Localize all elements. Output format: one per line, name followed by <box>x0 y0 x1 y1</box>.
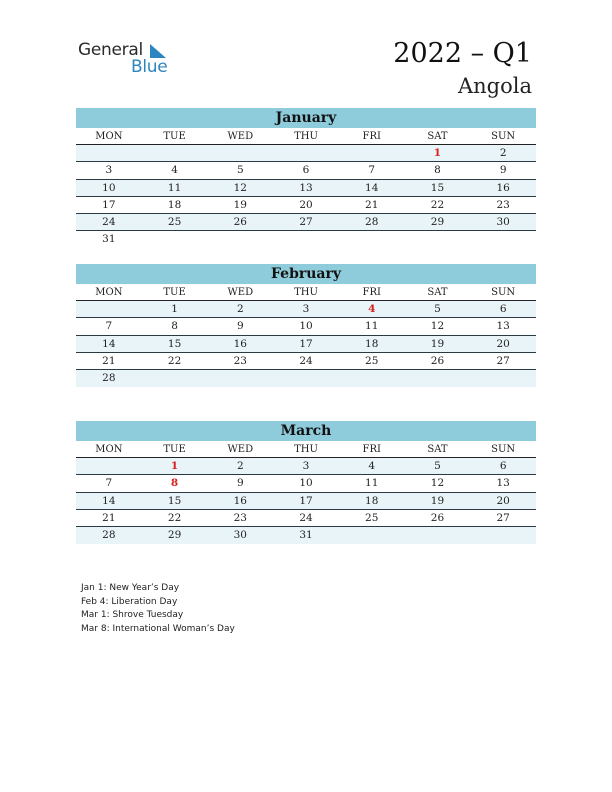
day-cell: 9 <box>236 477 244 490</box>
week-row <box>76 231 536 248</box>
day-cell <box>339 145 405 161</box>
day-cell <box>339 231 405 248</box>
weekday-label: WED <box>227 287 254 298</box>
day-cell: 3 <box>302 303 310 315</box>
day-cell: 27 <box>496 354 510 367</box>
month-title: March <box>76 421 536 441</box>
weekday-label: FRI <box>362 444 381 455</box>
month-title: February <box>76 264 536 284</box>
weekday-label: SAT <box>427 131 448 142</box>
week-row <box>76 318 536 335</box>
weekday-label: MON <box>95 444 123 455</box>
day-cell: 30 <box>496 216 510 229</box>
day-cell: 20 <box>496 494 510 507</box>
country-name: Angola <box>457 74 532 98</box>
day-cell: 26 <box>233 216 247 229</box>
day-cell: 12 <box>430 477 445 490</box>
day-cell: 8 <box>170 477 179 490</box>
weekday-label: WED <box>227 131 254 142</box>
week-row <box>76 162 536 179</box>
day-cell <box>207 145 273 161</box>
weekday-header-row <box>76 441 536 458</box>
day-cell: 15 <box>167 337 182 350</box>
day-cell: 1 <box>171 303 178 315</box>
day-cell: 11 <box>365 320 379 333</box>
day-cell: 6 <box>499 303 507 315</box>
day-cell: 22 <box>430 198 445 211</box>
day-cell: 6 <box>499 460 507 472</box>
day-cell: 13 <box>299 181 313 194</box>
day-cell <box>273 145 339 161</box>
weekday-label: MON <box>95 131 123 142</box>
day-cell: 1 <box>170 460 179 472</box>
day-cell: 29 <box>430 216 445 229</box>
day-cell: 17 <box>299 494 313 507</box>
day-cell: 15 <box>167 494 182 507</box>
week-row <box>76 493 536 510</box>
week-row <box>76 458 536 475</box>
day-cell: 18 <box>365 494 379 507</box>
day-cell <box>76 458 142 474</box>
logo-general-text: General <box>78 40 143 60</box>
day-cell: 18 <box>167 198 182 211</box>
day-cell: 3 <box>105 164 113 177</box>
day-cell: 2 <box>499 147 507 159</box>
day-cell: 24 <box>299 354 313 367</box>
day-cell: 12 <box>430 320 445 333</box>
day-cell <box>405 527 471 544</box>
weekday-label: SAT <box>427 444 448 455</box>
holiday-note: Mar 8: International Woman’s Day <box>81 623 235 634</box>
day-cell: 21 <box>102 354 116 367</box>
day-cell: 16 <box>233 494 247 507</box>
weekday-label: SUN <box>491 287 516 298</box>
day-cell: 31 <box>102 233 116 246</box>
holiday-note: Jan 1: New Year’s Day <box>81 583 180 593</box>
day-cell: 15 <box>430 181 445 194</box>
weekday-label: THU <box>294 287 318 298</box>
weekday-label: SUN <box>491 444 516 455</box>
day-cell <box>405 231 471 248</box>
day-cell <box>207 370 273 387</box>
day-cell: 8 <box>171 320 178 333</box>
day-cell: 13 <box>496 477 510 490</box>
day-cell: 17 <box>102 198 116 211</box>
weekday-label: TUE <box>163 444 186 455</box>
day-cell: 30 <box>233 529 247 542</box>
month-february <box>76 264 536 387</box>
month-january <box>76 108 536 249</box>
weekday-label: THU <box>294 444 318 455</box>
day-cell: 4 <box>368 460 376 472</box>
holiday-note: Feb 4: Liberation Day <box>81 596 178 607</box>
week-row <box>76 370 536 387</box>
day-cell: 24 <box>102 216 116 229</box>
day-cell <box>339 370 405 387</box>
logo-triangle-icon <box>150 44 166 58</box>
day-cell <box>142 370 208 387</box>
weekday-label: WED <box>227 444 254 455</box>
holiday-notes <box>81 582 235 636</box>
day-cell <box>470 231 536 248</box>
day-cell <box>76 145 142 161</box>
day-cell: 7 <box>105 477 113 490</box>
day-cell: 17 <box>299 337 313 350</box>
day-cell: 28 <box>102 372 116 385</box>
weekday-header-row <box>76 284 536 301</box>
day-cell: 16 <box>233 337 247 350</box>
day-cell: 31 <box>299 529 313 542</box>
day-cell: 7 <box>105 320 113 333</box>
weekday-label: TUE <box>163 287 186 298</box>
day-cell <box>405 370 471 387</box>
weekday-label: THU <box>294 131 318 142</box>
day-cell: 6 <box>302 164 310 177</box>
day-cell: 5 <box>236 164 244 177</box>
day-cell <box>470 527 536 544</box>
logo-blue-text: Blue <box>131 57 168 77</box>
day-cell: 14 <box>102 337 116 350</box>
week-row <box>76 145 536 162</box>
day-cell <box>207 231 273 248</box>
day-cell: 11 <box>365 477 379 490</box>
logo <box>78 40 178 80</box>
day-cell: 20 <box>496 337 510 350</box>
day-cell <box>142 231 208 248</box>
day-cell: 8 <box>434 164 441 177</box>
day-cell: 9 <box>236 320 244 333</box>
day-cell: 9 <box>499 164 507 177</box>
day-cell: 26 <box>430 354 445 367</box>
day-cell: 29 <box>167 529 182 542</box>
day-cell: 13 <box>496 320 510 333</box>
day-cell: 5 <box>434 460 441 472</box>
day-cell: 12 <box>233 181 247 194</box>
day-cell <box>76 301 142 317</box>
day-cell: 5 <box>434 303 441 315</box>
day-cell: 19 <box>233 198 247 211</box>
day-cell: 22 <box>167 511 182 524</box>
weekday-label: SAT <box>427 287 448 298</box>
weekday-label: FRI <box>362 287 381 298</box>
day-cell: 25 <box>167 216 182 229</box>
week-row <box>76 301 536 318</box>
day-cell: 10 <box>299 320 313 333</box>
day-cell: 23 <box>496 198 510 211</box>
day-cell <box>339 527 405 544</box>
day-cell: 14 <box>365 181 379 194</box>
day-cell: 27 <box>496 511 510 524</box>
day-cell: 21 <box>102 511 116 524</box>
day-cell: 16 <box>496 181 510 194</box>
day-cell: 28 <box>102 529 116 542</box>
day-cell: 18 <box>365 337 379 350</box>
day-cell: 19 <box>430 337 445 350</box>
weekday-label: MON <box>95 287 123 298</box>
week-row <box>76 180 536 197</box>
day-cell <box>470 370 536 387</box>
week-row <box>76 214 536 231</box>
day-cell: 23 <box>233 511 247 524</box>
day-cell: 10 <box>102 181 116 194</box>
week-row <box>76 197 536 214</box>
day-cell: 28 <box>365 216 379 229</box>
day-cell: 20 <box>299 198 313 211</box>
day-cell: 21 <box>365 198 379 211</box>
day-cell: 19 <box>430 494 445 507</box>
day-cell: 11 <box>167 181 182 194</box>
day-cell: 2 <box>236 303 244 315</box>
day-cell <box>142 145 208 161</box>
day-cell: 2 <box>236 460 244 472</box>
day-cell: 4 <box>171 164 178 177</box>
weekday-label: FRI <box>362 131 381 142</box>
day-cell: 10 <box>299 477 313 490</box>
week-row <box>76 336 536 353</box>
day-cell: 23 <box>233 354 247 367</box>
month-title: January <box>76 108 536 128</box>
day-cell <box>273 231 339 248</box>
day-cell: 24 <box>299 511 313 524</box>
day-cell: 4 <box>368 303 376 315</box>
day-cell: 26 <box>430 511 445 524</box>
week-row <box>76 475 536 492</box>
weekday-header-row <box>76 128 536 145</box>
weekday-label: SUN <box>491 131 516 142</box>
holiday-note: Mar 1: Shrove Tuesday <box>81 610 184 620</box>
day-cell <box>273 370 339 387</box>
day-cell: 25 <box>365 354 379 367</box>
day-cell: 3 <box>302 460 310 472</box>
week-row <box>76 527 536 544</box>
day-cell: 25 <box>365 511 379 524</box>
day-cell: 22 <box>167 354 182 367</box>
day-cell: 7 <box>368 164 376 177</box>
month-march <box>76 421 536 544</box>
day-cell: 14 <box>102 494 116 507</box>
page-title: 2022 – Q1 <box>393 38 532 69</box>
day-cell: 27 <box>299 216 313 229</box>
day-cell: 1 <box>433 147 442 159</box>
weekday-label: TUE <box>163 131 186 142</box>
week-row <box>76 510 536 527</box>
week-row <box>76 353 536 370</box>
